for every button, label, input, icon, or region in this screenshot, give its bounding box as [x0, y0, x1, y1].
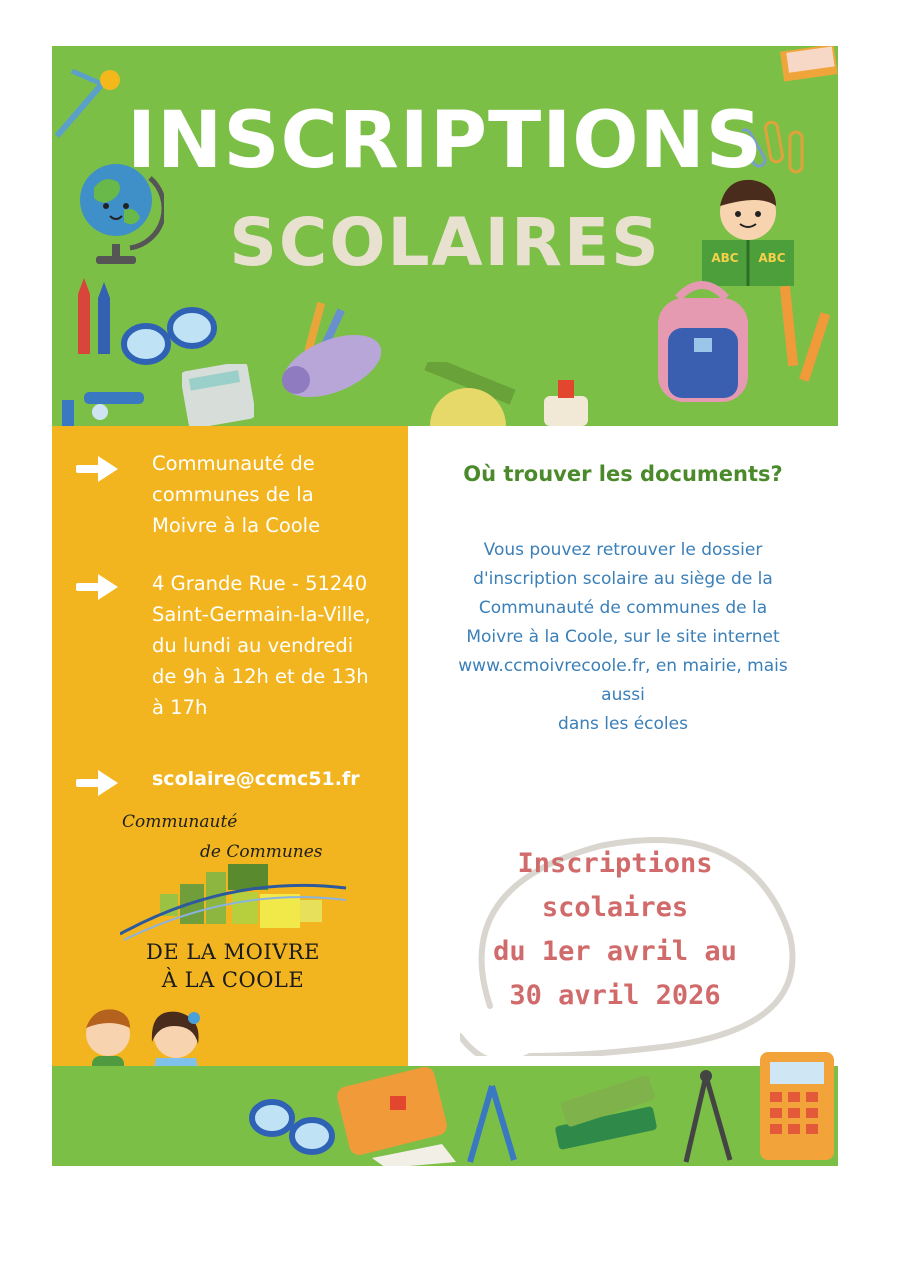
organization-text: Communauté de communes de la Moivre à la Coole: [152, 452, 321, 537]
bubble-line: scolaires: [541, 892, 689, 923]
glue-icon: [538, 376, 598, 426]
page-subtitle: SCOLAIRES: [229, 204, 661, 281]
book-label-left: ABC: [711, 251, 739, 265]
documents-line: Moivre à la Coole, sur le site internet: [466, 627, 780, 647]
glasses-icon: [248, 1088, 338, 1158]
calculator-icon: [752, 1046, 838, 1166]
documents-line: Vous pouvez retrouver le dossier: [483, 540, 763, 560]
documents-line: d'inscription scolaire au siège de la: [473, 569, 773, 589]
logo-name-line1: DE LA MOIVRE: [146, 940, 320, 964]
documents-line: aussi: [601, 685, 645, 705]
bubble-line: Inscriptions: [517, 848, 713, 879]
notebook-icon: [776, 46, 838, 86]
backpack-icon: [648, 278, 758, 408]
briefcase-icon: [332, 1066, 462, 1166]
book-label-right: ABC: [758, 251, 786, 265]
arrow-right-icon: [74, 770, 120, 796]
drawing-compass-icon: [676, 1066, 736, 1166]
logo-graphic: [120, 864, 350, 944]
arrow-right-icon: [74, 574, 120, 600]
organization-logo: [108, 812, 358, 1002]
pencil-case-icon: [274, 300, 384, 400]
arrow-right-icon: [74, 456, 120, 482]
flyer: [52, 46, 838, 1166]
footer-banner: [52, 1066, 838, 1166]
documents-line: Communauté de communes de la: [478, 598, 768, 618]
logo-script-line2: de Communes: [200, 842, 323, 862]
books-icon: [548, 1076, 668, 1166]
documents-line: www.ccmoivrecoole.fr, en mairie, mais: [458, 656, 788, 676]
bubble-line: du 1er avril au: [493, 936, 737, 967]
calculator-icon: [182, 364, 254, 426]
bubble-line: 30 avril 2026: [509, 980, 721, 1011]
header-banner: [52, 46, 838, 426]
glasses-icon: [118, 302, 218, 372]
pencils-icon: [776, 282, 838, 392]
logo-script-line1: Communauté: [122, 812, 238, 832]
email-link[interactable]: scolaire@ccmc51.fr: [152, 768, 360, 790]
logo-name-line2: À LA COOLE: [161, 968, 305, 992]
compass-icon: [462, 1082, 522, 1166]
documents-heading: Où trouver les documents?: [463, 462, 783, 486]
documents-description: [418, 536, 828, 739]
microscope-icon: [54, 386, 154, 426]
crayons-icon: [72, 278, 122, 358]
registration-dates: [460, 842, 770, 1018]
documents-line: dans les écoles: [558, 714, 688, 734]
ruler-icon: [420, 362, 520, 426]
address-hours-text: 4 Grande Rue - 51240 Saint-Germain-la-Ville, du lundi au vendredi de 9h à 12h et de 13h à 17h: [152, 572, 371, 719]
page-title: INSCRIPTIONS: [127, 96, 763, 186]
